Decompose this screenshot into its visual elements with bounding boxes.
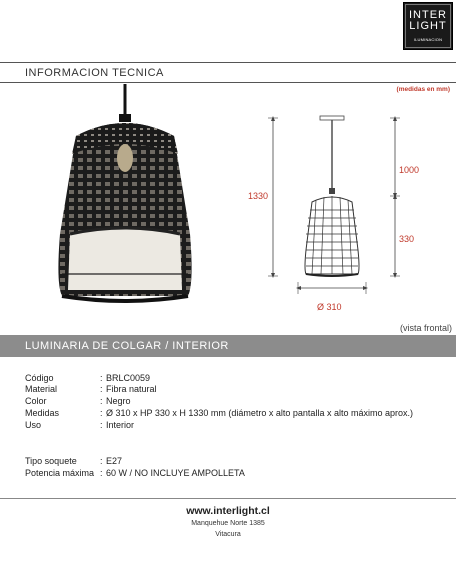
city-line: Vitacura <box>215 531 241 538</box>
spec-row: Medidas : Ø 310 x HP 330 x H 1330 mm (diámetro x alto pantalla x alto máximo aprox.) <box>25 408 413 418</box>
category-band <box>0 335 456 357</box>
view-label: (vista frontal) <box>399 323 452 333</box>
dim-cable-length: 1000 <box>399 165 420 175</box>
spec-value: Fibra natural <box>106 384 157 394</box>
brand-logo <box>403 2 453 50</box>
spec-key: Uso <box>25 420 42 430</box>
logo-line-2: LIGHT <box>409 20 447 32</box>
divider-footer <box>0 498 456 499</box>
spec-key: Material <box>25 384 58 394</box>
spec-row: Tipo soquete : E27 <box>25 456 123 466</box>
spec-key: Color <box>25 396 47 406</box>
address-line: Manquehue Norte 1385 <box>191 520 265 527</box>
technical-drawing <box>240 110 430 320</box>
spec-key: Tipo soquete <box>25 456 77 466</box>
divider-top <box>0 62 456 63</box>
spec-row: Uso : Interior <box>25 420 135 430</box>
logo-line-1: INTER <box>409 9 447 21</box>
spec-key: Potencia máxima <box>25 468 95 478</box>
spec-key: Medidas <box>25 408 60 418</box>
unit-note: (medidas en mm) <box>396 86 450 93</box>
spec-value: BRLC0059 <box>106 373 151 383</box>
spec-row: Código : BRLC0059 <box>25 373 151 383</box>
section-title: INFORMACION TECNICA <box>25 67 164 79</box>
logo-line-3: ILUMINACION <box>413 37 443 42</box>
spec-value: Negro <box>106 396 131 406</box>
spec-row: Color : Negro <box>25 396 131 406</box>
dim-shade-height: 330 <box>399 234 415 244</box>
dim-total-height: 1330 <box>248 191 269 201</box>
product-photo <box>40 84 210 312</box>
spec-key: Código <box>25 373 54 383</box>
website-link[interactable]: www.interlight.cl <box>186 505 270 517</box>
divider-mid <box>0 82 456 83</box>
category-title: LUMINARIA DE COLGAR / INTERIOR <box>25 340 229 352</box>
dim-diameter: Ø 310 <box>317 302 342 312</box>
spec-row: Material : Fibra natural <box>25 384 157 394</box>
spec-value: Ø 310 x HP 330 x H 1330 mm (diámetro x alto pantalla x alto máximo aprox.) <box>106 408 413 418</box>
spec-value: Interior <box>106 420 135 430</box>
spec-value: E27 <box>106 456 123 466</box>
spec-row: Potencia máxima : 60 W / NO INCLUYE AMPOLLETA <box>25 468 245 478</box>
spec-value: 60 W / NO INCLUYE AMPOLLETA <box>106 468 245 478</box>
